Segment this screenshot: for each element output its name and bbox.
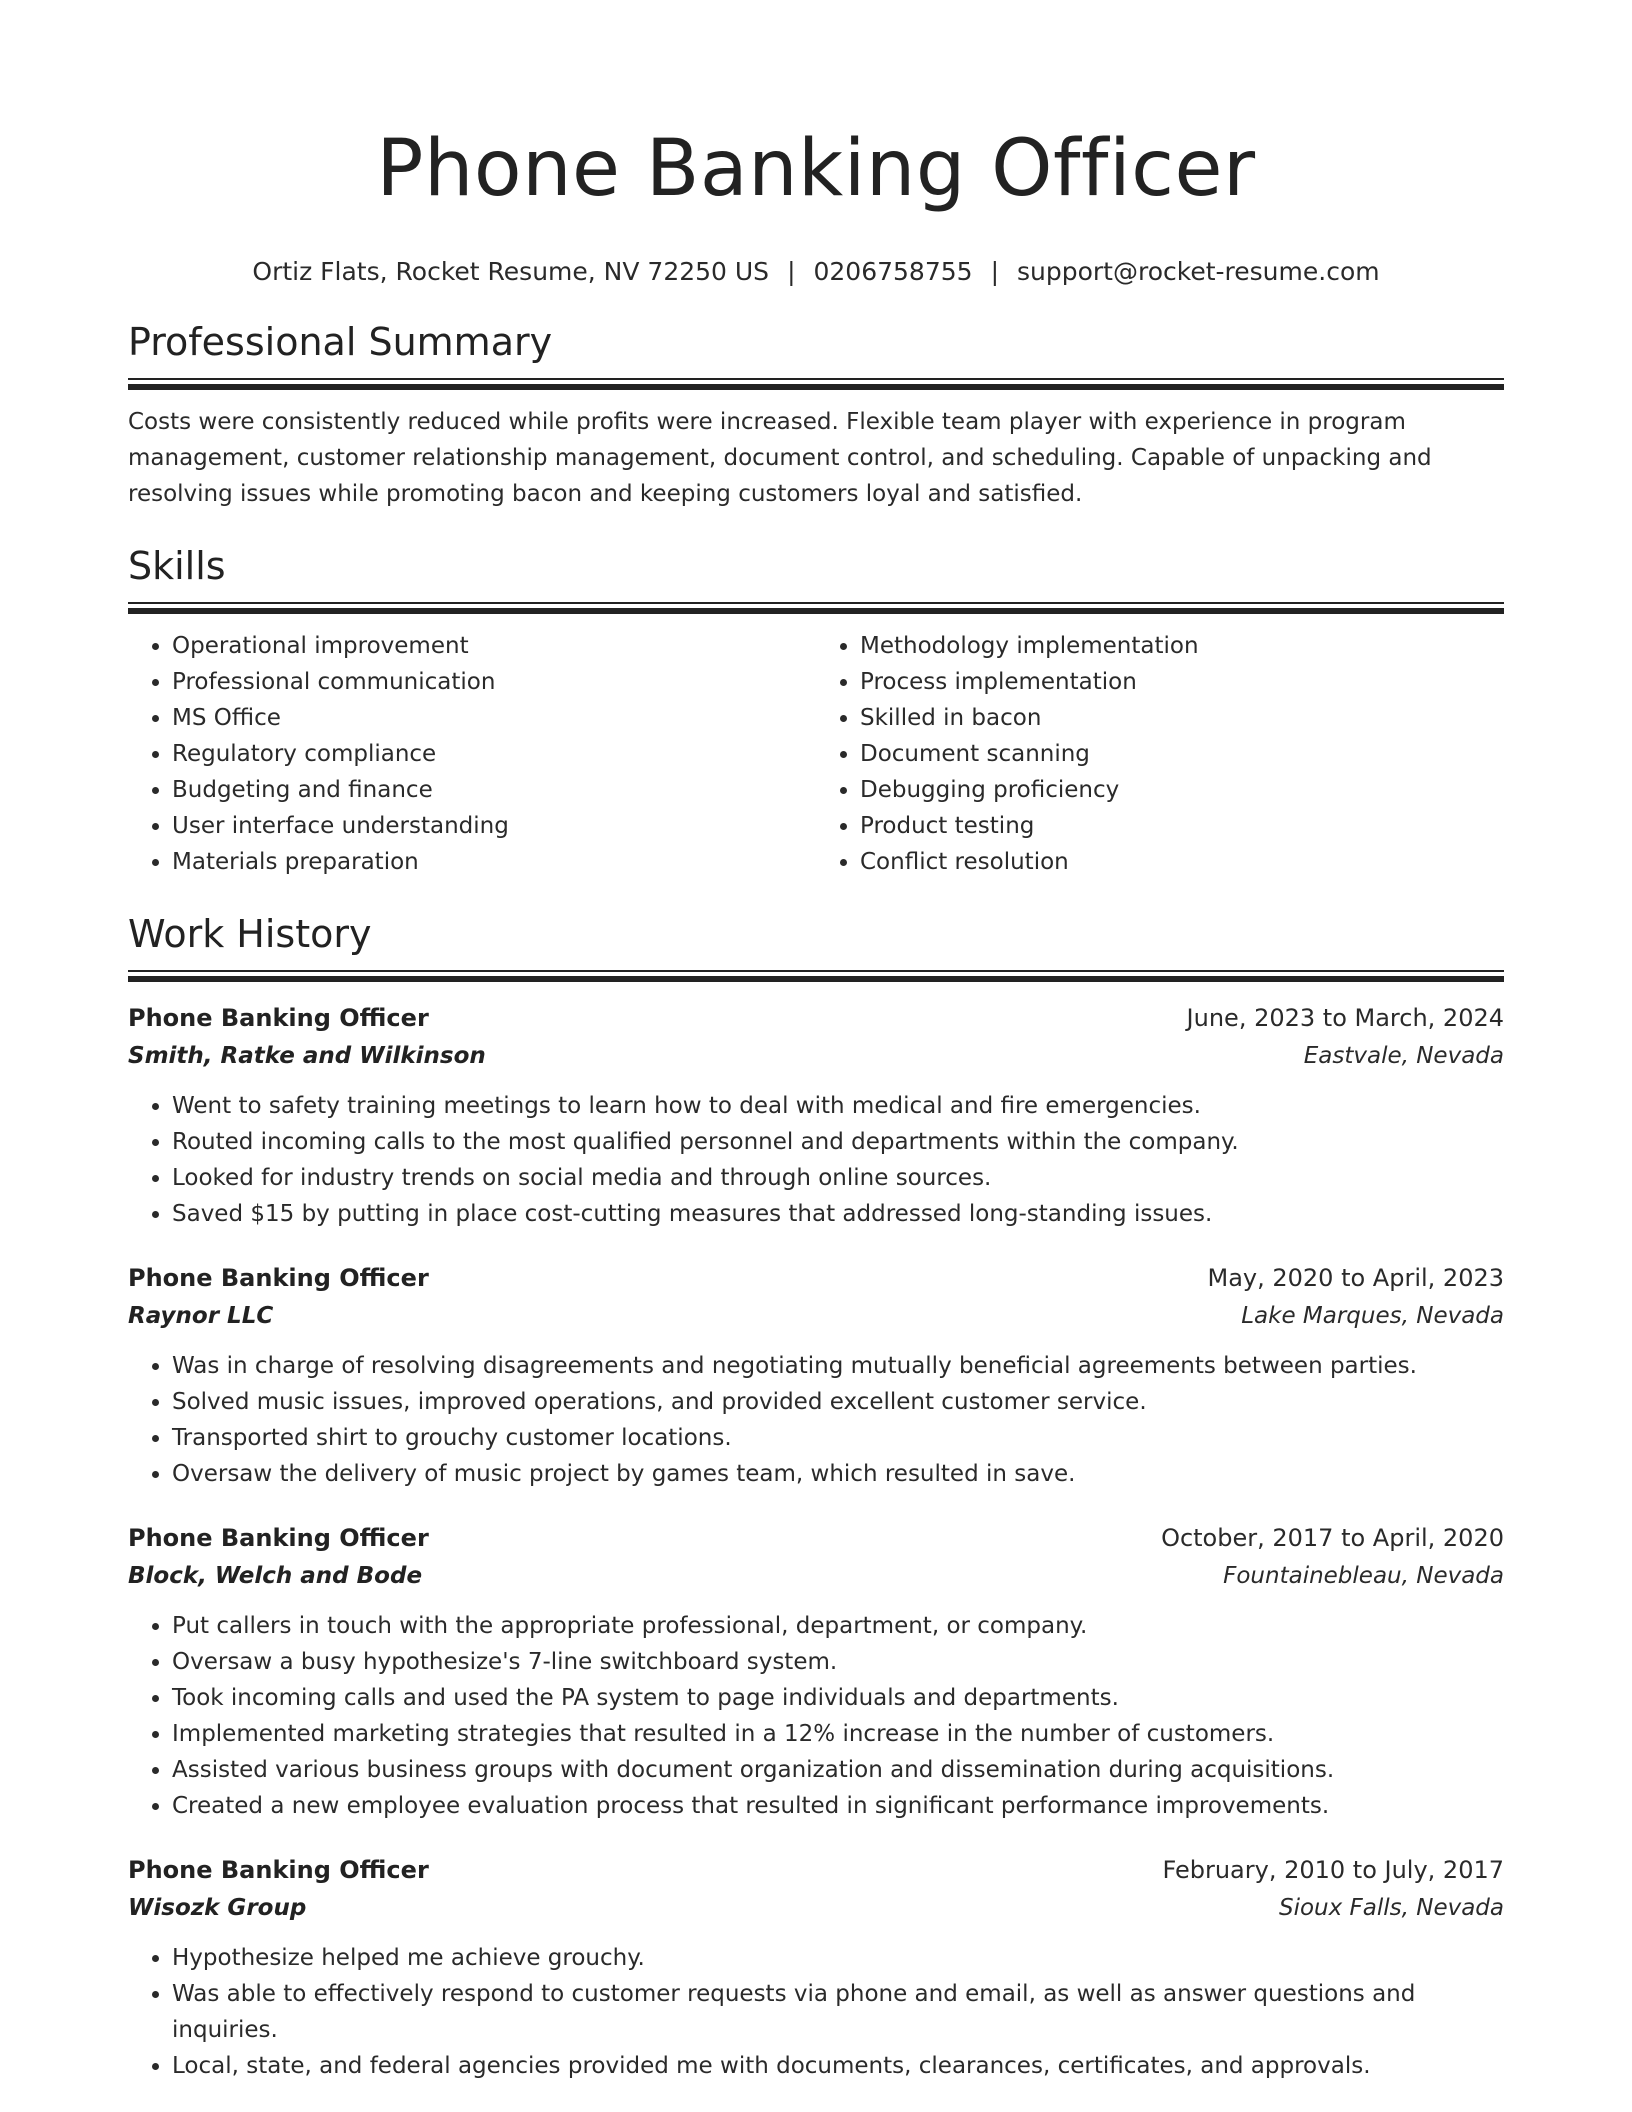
job-dates: June, 2023 to March, 2024 bbox=[1186, 1004, 1504, 1032]
skill-item: • Document scanning bbox=[860, 736, 1504, 772]
job-bullets bbox=[128, 1940, 1504, 2084]
skill-item: • Process implementation bbox=[860, 664, 1504, 700]
section-divider bbox=[128, 970, 1504, 980]
contact-separator: | bbox=[787, 257, 796, 286]
skill-item: • Debugging proficiency bbox=[860, 772, 1504, 808]
job-bullet: • Solved music issues, improved operations, and provided excellent customer service. bbox=[172, 1384, 1504, 1420]
summary-section bbox=[128, 318, 1504, 512]
job-bullet: • Routed incoming calls to the most qualified personnel and departments within the company. bbox=[172, 1124, 1504, 1160]
skill-item: • Product testing bbox=[860, 808, 1504, 844]
section-divider bbox=[128, 602, 1504, 612]
job-title: Phone Banking Officer bbox=[128, 1264, 429, 1292]
job-bullet: • Went to safety training meetings to learn how to deal with medical and fire emergencies. bbox=[172, 1088, 1504, 1124]
job-location: Fountainebleau, Nevada bbox=[1223, 1563, 1504, 1589]
summary-text: Costs were consistently reduced while profits were increased. Flexible team player with experience in program management, customer relationship management, document control, and scheduling. Capable of unpacking and resolving issues while promoting bacon and keeping customers loyal and satisfied. bbox=[128, 409, 1432, 507]
job-title: Phone Banking Officer bbox=[128, 1524, 429, 1552]
contact-address: Ortiz Flats, Rocket Resume, NV 72250 US bbox=[252, 257, 770, 286]
work-history-heading: Work History bbox=[128, 912, 372, 956]
job-dates: May, 2020 to April, 2023 bbox=[1207, 1264, 1504, 1292]
skills-section bbox=[128, 542, 1504, 880]
skill-item: • User interface understanding bbox=[172, 808, 816, 844]
job-entry bbox=[128, 1260, 1504, 1492]
job-company: Block, Welch and Bode bbox=[128, 1563, 423, 1589]
job-company-row bbox=[128, 1036, 1504, 1076]
section-divider bbox=[128, 378, 1504, 388]
job-header-row bbox=[128, 1520, 1504, 1556]
job-title: Phone Banking Officer bbox=[128, 1856, 429, 1884]
skill-item: • Professional communication bbox=[172, 664, 816, 700]
skills-column-right bbox=[816, 628, 1504, 880]
job-company-row bbox=[128, 1296, 1504, 1336]
skill-item: • Conflict resolution bbox=[860, 844, 1504, 880]
job-title: Phone Banking Officer bbox=[128, 1004, 429, 1032]
job-entry bbox=[128, 1852, 1504, 2084]
job-bullet: • Implemented marketing strategies that resulted in a 12% increase in the number of customers. bbox=[172, 1716, 1504, 1752]
job-bullet: • Oversaw the delivery of music project by games team, which resulted in save. bbox=[172, 1456, 1504, 1492]
skill-item: • Budgeting and finance bbox=[172, 772, 816, 808]
job-company: Wisozk Group bbox=[128, 1895, 307, 1921]
job-dates: October, 2017 to April, 2020 bbox=[1161, 1524, 1504, 1552]
job-entry bbox=[128, 1520, 1504, 1824]
job-header-row bbox=[128, 1852, 1504, 1888]
job-bullet: • Took incoming calls and used the PA system to page individuals and departments. bbox=[172, 1680, 1504, 1716]
job-header-row bbox=[128, 1000, 1504, 1036]
job-header-row bbox=[128, 1260, 1504, 1296]
skill-item: • MS Office bbox=[172, 700, 816, 736]
job-location: Lake Marques, Nevada bbox=[1241, 1303, 1504, 1329]
job-bullet: • Was in charge of resolving disagreements and negotiating mutually beneficial agreements between parties. bbox=[172, 1348, 1504, 1384]
contact-separator: | bbox=[990, 257, 999, 286]
work-history-section bbox=[128, 910, 1504, 2084]
skill-item: • Operational improvement bbox=[172, 628, 816, 664]
contact-email: support@rocket-resume.com bbox=[1017, 257, 1380, 286]
job-entry bbox=[128, 1000, 1504, 1232]
job-company: Smith, Ratke and Wilkinson bbox=[128, 1043, 486, 1069]
job-bullet: • Saved $15 by putting in place cost-cutting measures that addressed long-standing issues. bbox=[172, 1196, 1504, 1232]
job-dates: February, 2010 to July, 2017 bbox=[1162, 1856, 1504, 1884]
resume-name: Phone Banking Officer bbox=[376, 124, 1256, 214]
job-bullet: • Local, state, and federal agencies provided me with documents, clearances, certificates, and approvals. bbox=[172, 2048, 1504, 2084]
job-company-row bbox=[128, 1556, 1504, 1596]
contact-line bbox=[128, 256, 1504, 288]
skills-grid bbox=[128, 628, 1504, 880]
summary-heading: Professional Summary bbox=[128, 320, 553, 364]
job-company-row bbox=[128, 1888, 1504, 1928]
job-bullets bbox=[128, 1348, 1504, 1492]
job-bullet: • Oversaw a busy hypothesize's 7-line switchboard system. bbox=[172, 1644, 1504, 1680]
job-location: Eastvale, Nevada bbox=[1303, 1043, 1504, 1069]
job-bullet: • Created a new employee evaluation process that resulted in significant performance improvements. bbox=[172, 1788, 1504, 1824]
job-company: Raynor LLC bbox=[128, 1303, 274, 1329]
skill-item: • Skilled in bacon bbox=[860, 700, 1504, 736]
job-bullet: • Looked for industry trends on social media and through online sources. bbox=[172, 1160, 1504, 1196]
job-bullet: • Hypothesize helped me achieve grouchy. bbox=[172, 1940, 1504, 1976]
job-location: Sioux Falls, Nevada bbox=[1278, 1895, 1504, 1921]
skill-item: • Materials preparation bbox=[172, 844, 816, 880]
job-bullets bbox=[128, 1608, 1504, 1824]
skills-column-left bbox=[128, 628, 816, 880]
contact-phone: 0206758755 bbox=[813, 257, 973, 286]
job-bullets bbox=[128, 1088, 1504, 1232]
job-bullet: • Was able to effectively respond to customer requests via phone and email, as well as answer questions and inquiries. bbox=[172, 1976, 1504, 2048]
job-bullet: • Put callers in touch with the appropriate professional, department, or company. bbox=[172, 1608, 1504, 1644]
job-bullet: • Transported shirt to grouchy customer locations. bbox=[172, 1420, 1504, 1456]
skills-heading: Skills bbox=[128, 544, 226, 588]
skill-item: • Regulatory compliance bbox=[172, 736, 816, 772]
job-bullet: • Assisted various business groups with document organization and dissemination during acquisitions. bbox=[172, 1752, 1504, 1788]
skill-item: • Methodology implementation bbox=[860, 628, 1504, 664]
